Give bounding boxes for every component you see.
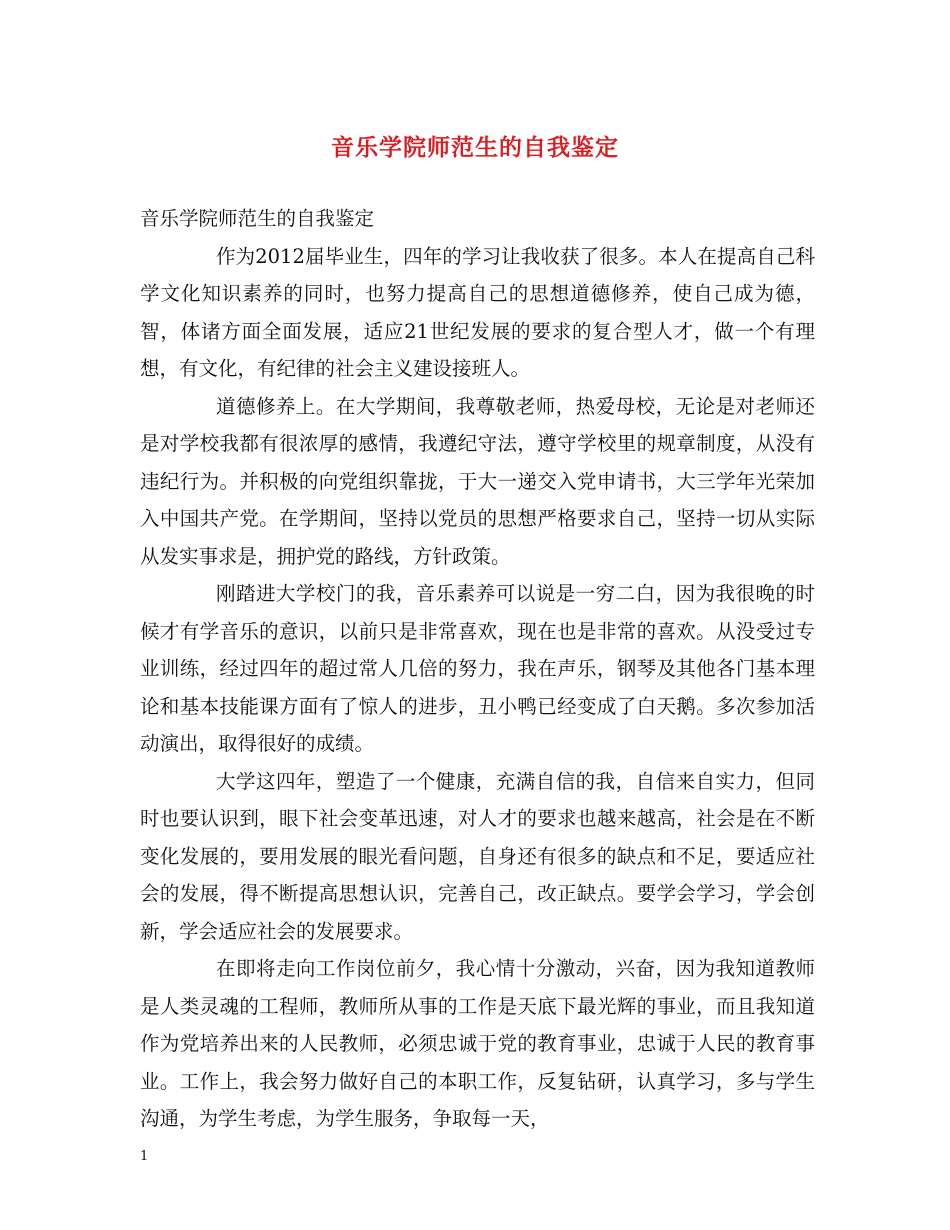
paragraph-music-progress: 刚踏进大学校门的我，音乐素养可以说是一穷二白，因为我很晚的时候才有学音乐的意识，以前只是非常喜欢，现在也是非常的喜欢。从没受过专业训练，经过四年的超过常人几倍的努力，我在声乐，钢琴及其他各门基本理论和基本技能课方面有了惊人的进步，丑小鸭已经变成了白天鹅。多次参加活动演出，取得很好的成绩。 <box>140 582 815 755</box>
document-body <box>140 200 815 1138</box>
paragraph-graduation: 作为2012届毕业生，四年的学习让我收获了很多。本人在提高自己科学文化知识素养的同时，也努力提高自己的思想道德修养，使自己成为德，智，体诸方面全面发展，适应21世纪发展的要求的复合型人才，做一个有理想，有文化，有纪律的社会主义建设接班人。 <box>140 244 815 380</box>
paragraph-career-outlook: 在即将走向工作岗位前夕，我心情十分激动，兴奋，因为我知道教师是人类灵魂的工程师，教师所从事的工作是天底下最光辉的事业，而且我知道作为党培养出来的人民教师，必须忠诚于党的教育事业，忠诚于人民的教育事业。工作上，我会努力做好自己的本职工作，反复钻研，认真学习，多与学生沟通，为学生考虑，为学生服务，争取每一天， <box>140 957 815 1130</box>
document-title: 音乐学院师范生的自我鉴定 <box>331 134 619 161</box>
paragraph-self-reflection: 大学这四年，塑造了一个健康，充满自信的我，自信来自实力，但同时也要认识到，眼下社会变革迅速，对人才的要求也越来越高，社会是在不断变化发展的，要用发展的眼光看问题，自身还有很多的缺点和不足，要适应社会的发展，得不断提高思想认识，完善自己，改正缺点。要学会学习，学会创新，学会适应社会的发展要求。 <box>140 769 815 943</box>
paragraph-moral-cultivation: 道德修养上。在大学期间，我尊敬老师，热爱母校，无论是对老师还是对学校我都有很浓厚的感情，我遵纪守法，遵守学校里的规章制度，从没有违纪行为。并积极的向党组织靠拢，于大一递交入党申请书，大三学年光荣加入中国共产党。在学期间，坚持以党员的思想严格要求自己，坚持一切从实际从发实事求是，拥护党的路线，方针政策。 <box>140 394 815 568</box>
page-number: 1 <box>140 1149 149 1164</box>
document-subtitle: 音乐学院师范生的自我鉴定 <box>140 207 375 230</box>
